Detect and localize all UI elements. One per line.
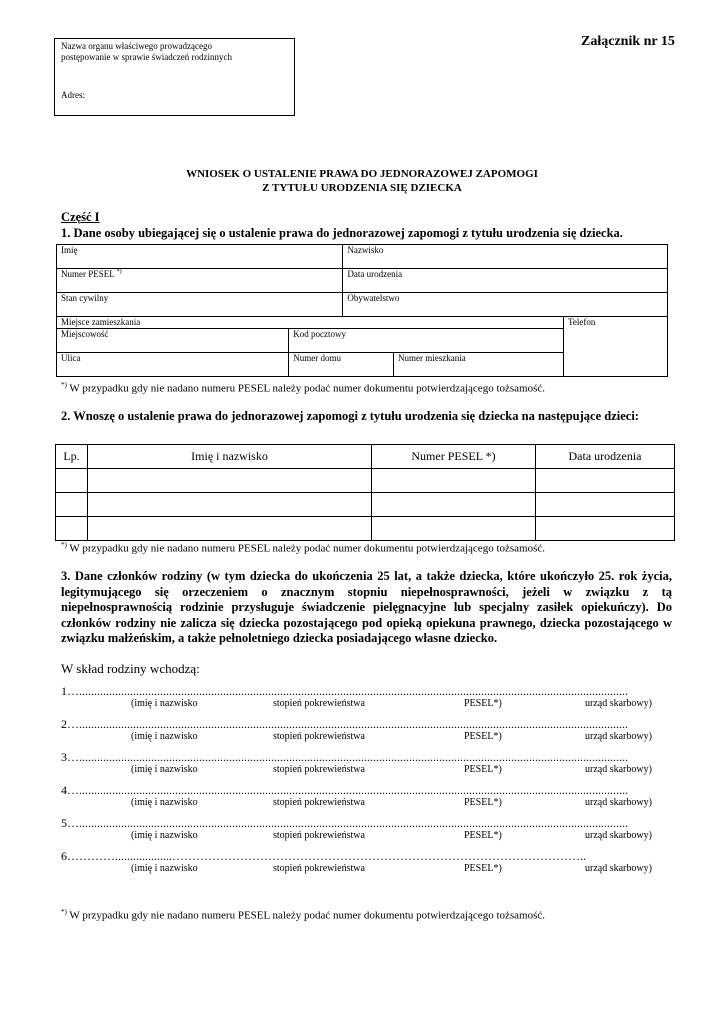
field-nr-domu[interactable]: Numer domu (289, 353, 394, 377)
field-kod[interactable]: Kod pocztowy (289, 329, 564, 353)
family-row-3[interactable]: 3…....................................................................................................................................................................................... (imię i nazwisko stopień pokrewieństwa PESEL*) urząd skarbowy) (61, 750, 652, 775)
footnote-3: *) W przypadku gdy nie nadano numeru PESEL należy podać numer dokumentu potwierdzającego tożsamość. (61, 908, 546, 922)
office-name-label: Nazwa organu właściwego prowadzącego postępowanie w sprawie świadczeń rodzinnych (61, 41, 232, 62)
col-lp: Lp. (56, 445, 88, 469)
field-imie[interactable]: Imię (57, 245, 343, 269)
family-list (61, 684, 671, 882)
cell[interactable] (56, 517, 88, 541)
cell[interactable] (372, 517, 536, 541)
field-stan-cywilny[interactable]: Stan cywilny (57, 293, 343, 317)
family-row-1[interactable]: 1…....................................................................................................................................................................................... (imię i nazwisko stopień pokrewieństwa PESEL*) urząd skarbowy) (61, 684, 652, 709)
cell[interactable] (88, 469, 372, 493)
cell[interactable] (88, 517, 372, 541)
section2-heading: 2. Wnoszę o ustalenie prawa do jednorazowej zapomogi z tytułu urodzenia się dziecka na następujące dzieci: (61, 409, 639, 423)
attachment-number: Załącznik nr 15 (581, 34, 675, 49)
col-data-urodzenia: Data urodzenia (536, 445, 675, 469)
section1-heading: 1. Dane osoby ubiegającej się o ustalenie prawa do jednorazowej zapomogi z tytułu urodzenia się dziecka. (61, 226, 623, 240)
cell[interactable] (536, 493, 675, 517)
table-row (56, 517, 675, 541)
cell[interactable] (536, 517, 675, 541)
field-telefon[interactable]: Telefon (564, 317, 668, 377)
office-box (54, 38, 295, 116)
title-line1: WNIOSEK O USTALENIE PRAWA DO JEDNORAZOWEJ ZAPOMOGI (186, 168, 538, 180)
field-miejscowosc[interactable]: Miejscowość (57, 329, 289, 353)
footnote-1: *) W przypadku gdy nie nadano numeru PESEL należy podać numer dokumentu potwierdzającego tożsamość. (61, 381, 546, 395)
footnote-2: *) W przypadku gdy nie nadano numeru PESEL należy podać numer dokumentu potwierdzającego tożsamość. (61, 541, 546, 555)
family-row-6[interactable]: 6…………...................………………………………………………………………………………………….. (imię i nazwisko stopień pokrewieństwa PESEL*) urząd skarbowy) (61, 849, 652, 874)
cell[interactable] (372, 469, 536, 493)
applicant-table (56, 244, 668, 377)
title-line2: Z TYTUŁU URODZENIA SIĘ DZIECKA (262, 182, 462, 194)
field-obywatelstwo[interactable]: Obywatelstwo (343, 293, 668, 317)
cell[interactable] (56, 493, 88, 517)
section3-heading: 3. Dane członków rodziny (w tym dziecka do ukończenia 25 lat, a także dziecka, które ukończyło 25. rok życia, legitymującego się orzeczeniem o znacznym stopniu niepełnosprawności, jeżeli w związku z tą niepełnosprawnością rodzinie przysługuje świadczenie pielęgnacyjne lub specjalny zasiłek opiekuńczy). Do członków rodziny nie zalicza się dziecka pozostającego pod opieką opiekuna prawnego, dziecka pozostającego w związku małżeńskim, a także pełnoletniego dziecka posiadającego własne dziecko. (61, 569, 672, 645)
family-row-4[interactable]: 4…....................................................................................................................................................................................... (imię i nazwisko stopień pokrewieństwa PESEL*) urząd skarbowy) (61, 783, 652, 808)
form-title (0, 167, 724, 195)
children-table (55, 444, 675, 541)
field-data-urodzenia[interactable]: Data urodzenia (343, 269, 668, 293)
col-imie-nazwisko: Imię i nazwisko (88, 445, 372, 469)
family-row-5[interactable]: 5…....................................................................................................................................................................................... (imię i nazwisko stopień pokrewieństwa PESEL*) urząd skarbowy) (61, 816, 652, 841)
field-nr-mieszkania[interactable]: Numer mieszkania (394, 353, 564, 377)
cell[interactable] (88, 493, 372, 517)
field-miejsce: Miejsce zamieszkania (57, 317, 564, 329)
col-pesel: Numer PESEL *) (372, 445, 536, 469)
cell[interactable] (56, 469, 88, 493)
family-intro: W skład rodziny wchodzą: (61, 661, 200, 676)
table-row (56, 469, 675, 493)
table-row (56, 493, 675, 517)
cell[interactable] (372, 493, 536, 517)
cell[interactable] (536, 469, 675, 493)
family-row-2[interactable]: 2…....................................................................................................................................................................................... (imię i nazwisko stopień pokrewieństwa PESEL*) urząd skarbowy) (61, 717, 652, 742)
field-ulica[interactable]: Ulica (57, 353, 289, 377)
part1-heading: Część I (61, 210, 100, 224)
field-nazwisko[interactable]: Nazwisko (343, 245, 668, 269)
office-address-label: Adres: (61, 90, 85, 100)
field-pesel[interactable]: Numer PESEL *) (57, 269, 343, 293)
